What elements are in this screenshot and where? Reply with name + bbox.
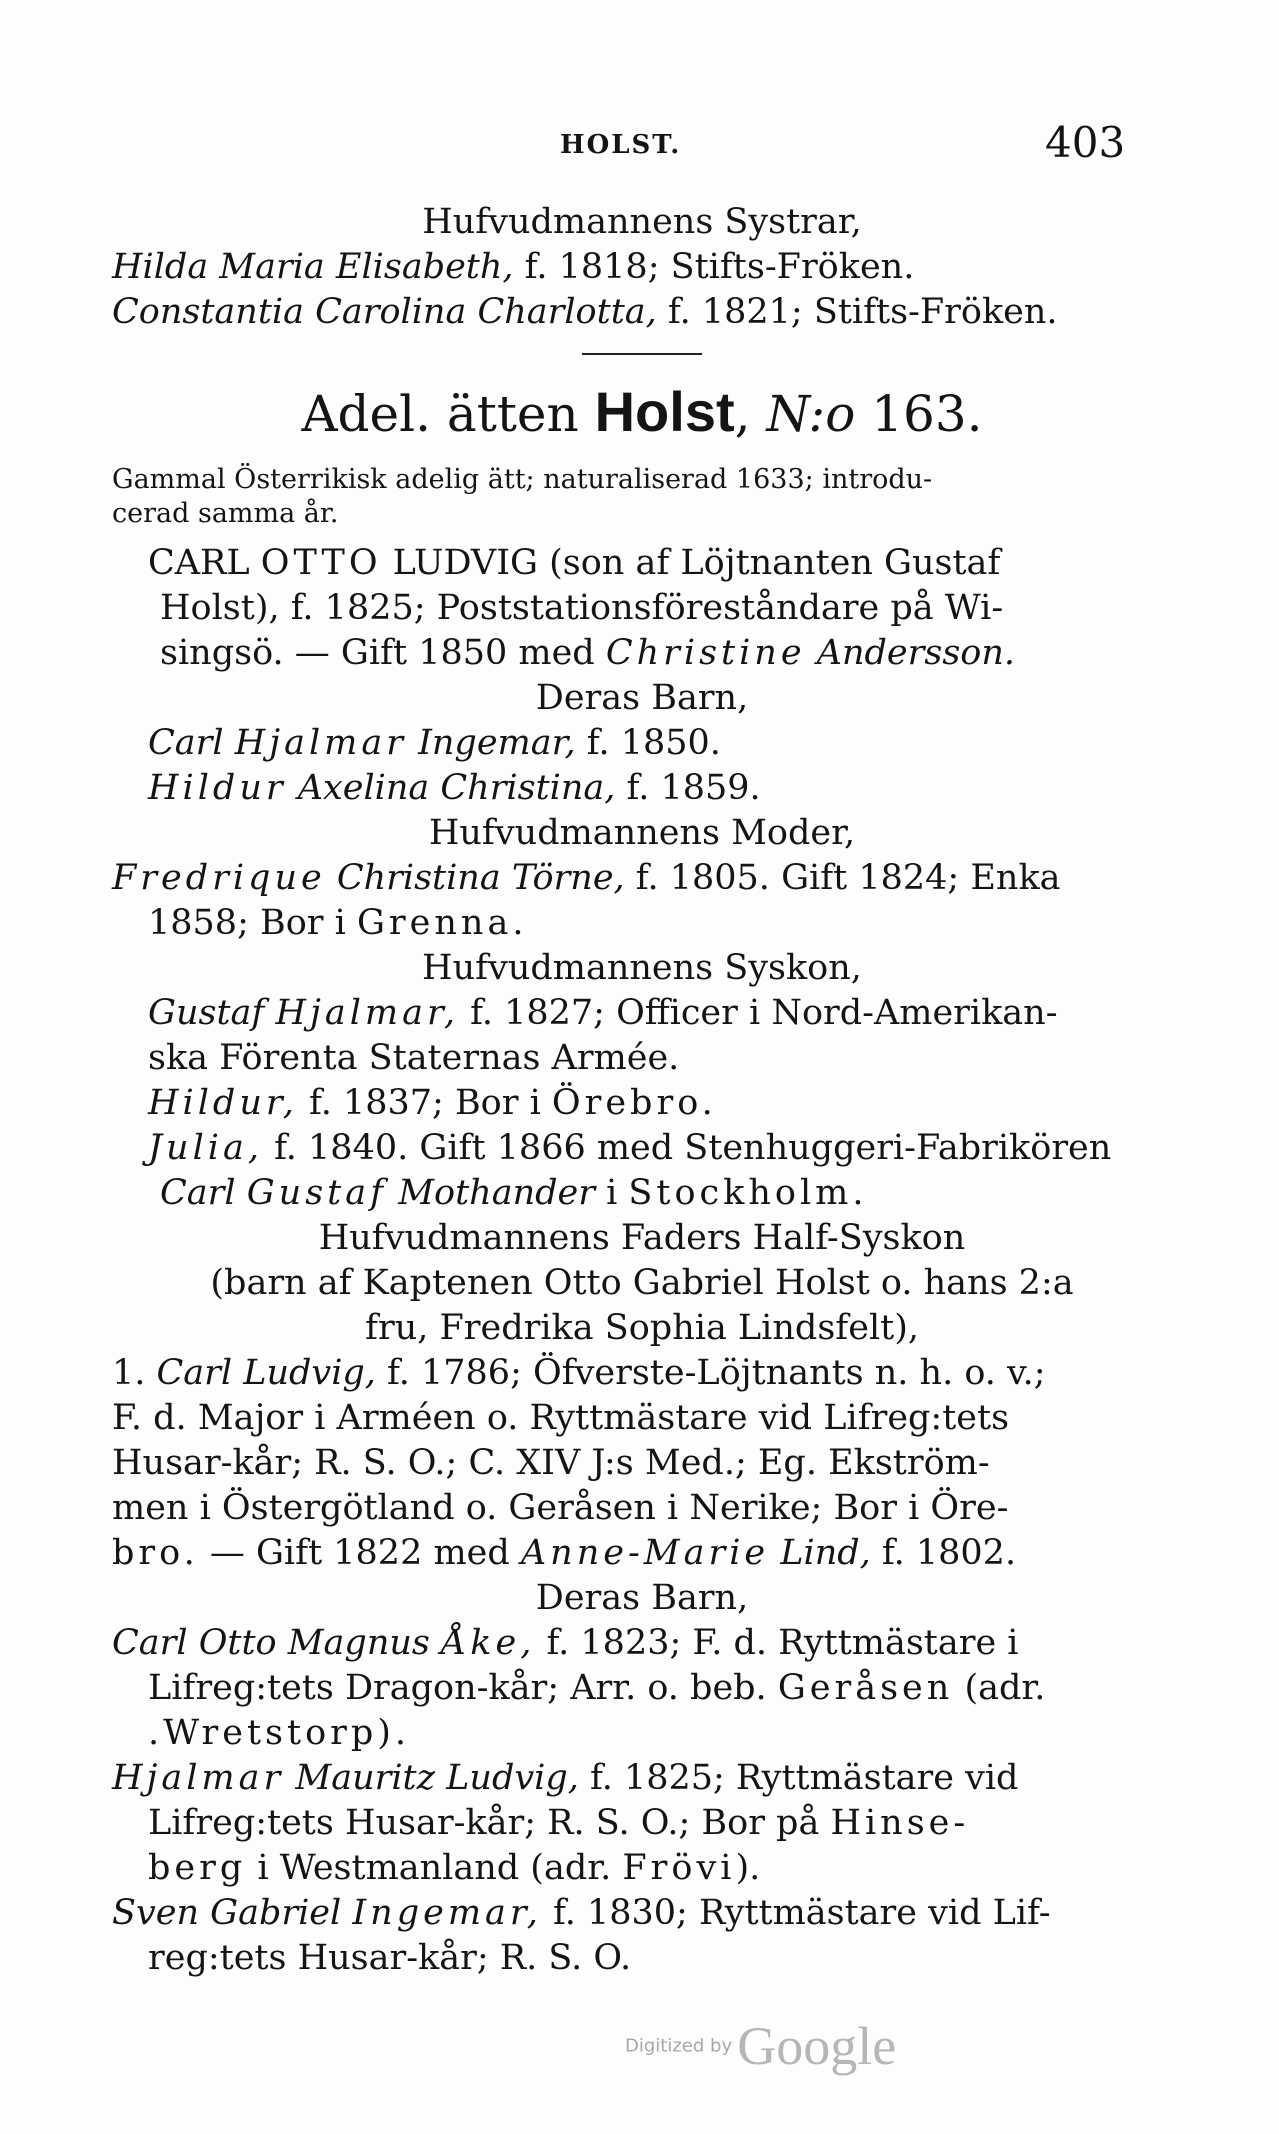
text-line: Julia, f. 1840. Gift 1866 med Stenhuggeri-Fabrikören — [148, 1128, 1112, 1168]
text-line: Carl Gustaf Mothander i Stockholm. — [160, 1173, 868, 1213]
family-description: Gammal Österrikisk adelig ätt; naturaliserad 1633; introdu- — [112, 464, 933, 495]
text-line: 1. Carl Ludvig, f. 1786; Öfverste-Löjtnants n. h. o. v.; — [112, 1353, 1046, 1393]
section-heading-children: Deras Barn, — [535, 678, 749, 718]
text-line: Gustaf Hjalmar, f. 1827; Officer i Nord-Amerikan- — [148, 993, 1058, 1033]
text-line: bro. — Gift 1822 med Anne-Marie Lind, f. 1802. — [112, 1533, 1017, 1573]
text-line: .Wretstorp). — [148, 1713, 411, 1753]
separator-rule — [582, 353, 702, 355]
text-line: Husar-kår; R. S. O.; C. XIV J:s Med.; Eg. Ekström- — [112, 1443, 990, 1483]
text-line: F. d. Major i Arméen o. Ryttmästare vid Lifreg:tets — [112, 1398, 1010, 1438]
entry-head-line: CARL OTTO LUDVIG (son af Löjtnanten Gustaf — [148, 543, 1001, 583]
text-line: (barn af Kaptenen Otto Gabriel Holst o. hans 2:a — [210, 1263, 1074, 1303]
family-description: cerad samma år. — [112, 498, 339, 529]
text-line: fru, Fredrika Sophia Lindsfelt), — [365, 1308, 919, 1348]
text-line: Hilda Maria Elisabeth, f. 1818; Stifts-Fröken. — [112, 247, 915, 287]
text-line: reg:tets Husar-kår; R. S. O. — [148, 1938, 632, 1978]
text-line: berg i Westmanland (adr. Frövi). — [148, 1848, 761, 1888]
section-heading-siblings: Hufvudmannens Syskon, — [422, 948, 862, 988]
text-line: Carl Hjalmar Ingemar, f. 1850. — [148, 723, 721, 763]
google-logo: Google — [737, 2016, 897, 2076]
family-heading: Adel. ätten Holst, N:o 163. — [301, 380, 983, 443]
text-line: men i Östergötland o. Geråsen i Nerike; Bor i Öre- — [112, 1488, 1009, 1528]
text-line: Lifreg:tets Dragon-kår; Arr. o. beb. Geråsen (adr. — [148, 1668, 1046, 1708]
text-line: Holst), f. 1825; Poststationsföreståndare på Wi- — [160, 588, 1004, 628]
section-heading-sisters: Hufvudmannens Systrar, — [422, 202, 862, 242]
text-line: singsö. — Gift 1850 med Christine Andersson. — [160, 633, 1016, 673]
text-line: Hildur Axelina Christina, f. 1859. — [148, 768, 761, 808]
text-line: Constantia Carolina Charlotta, f. 1821; Stifts-Fröken. — [112, 292, 1058, 332]
section-heading-half-siblings: Hufvudmannens Faders Half-Syskon — [318, 1218, 966, 1258]
text-line: 1858; Bor i Grenna. — [148, 903, 528, 943]
text-line: Fredrique Christina Törne, f. 1805. Gift 1824; Enka — [112, 858, 1061, 898]
section-heading-mother: Hufvudmannens Moder, — [428, 813, 856, 853]
text-line: ska Förenta Staternas Armée. — [148, 1038, 680, 1078]
page-body — [112, 200, 1172, 1981]
page-number: 403 — [1045, 118, 1126, 167]
text-line: Hildur, f. 1837; Bor i Örebro. — [148, 1083, 717, 1123]
text-line: Sven Gabriel Ingemar, f. 1830; Ryttmästare vid Lif- — [112, 1893, 1051, 1933]
page-header — [0, 118, 1279, 168]
text-line: Carl Otto Magnus Åke, f. 1823; F. d. Ryttmästare i — [112, 1623, 1019, 1663]
text-line: Lifreg:tets Husar-kår; R. S. O.; Bor på Hinse- — [148, 1803, 970, 1843]
digitized-watermark — [625, 2015, 945, 2075]
running-head: HOLST. — [560, 130, 682, 160]
digitized-by-label: Digitized by — [625, 2035, 733, 2057]
text-line: Hjalmar Mauritz Ludvig, f. 1825; Ryttmästare vid — [112, 1758, 1019, 1798]
section-heading-children-2: Deras Barn, — [535, 1578, 749, 1618]
